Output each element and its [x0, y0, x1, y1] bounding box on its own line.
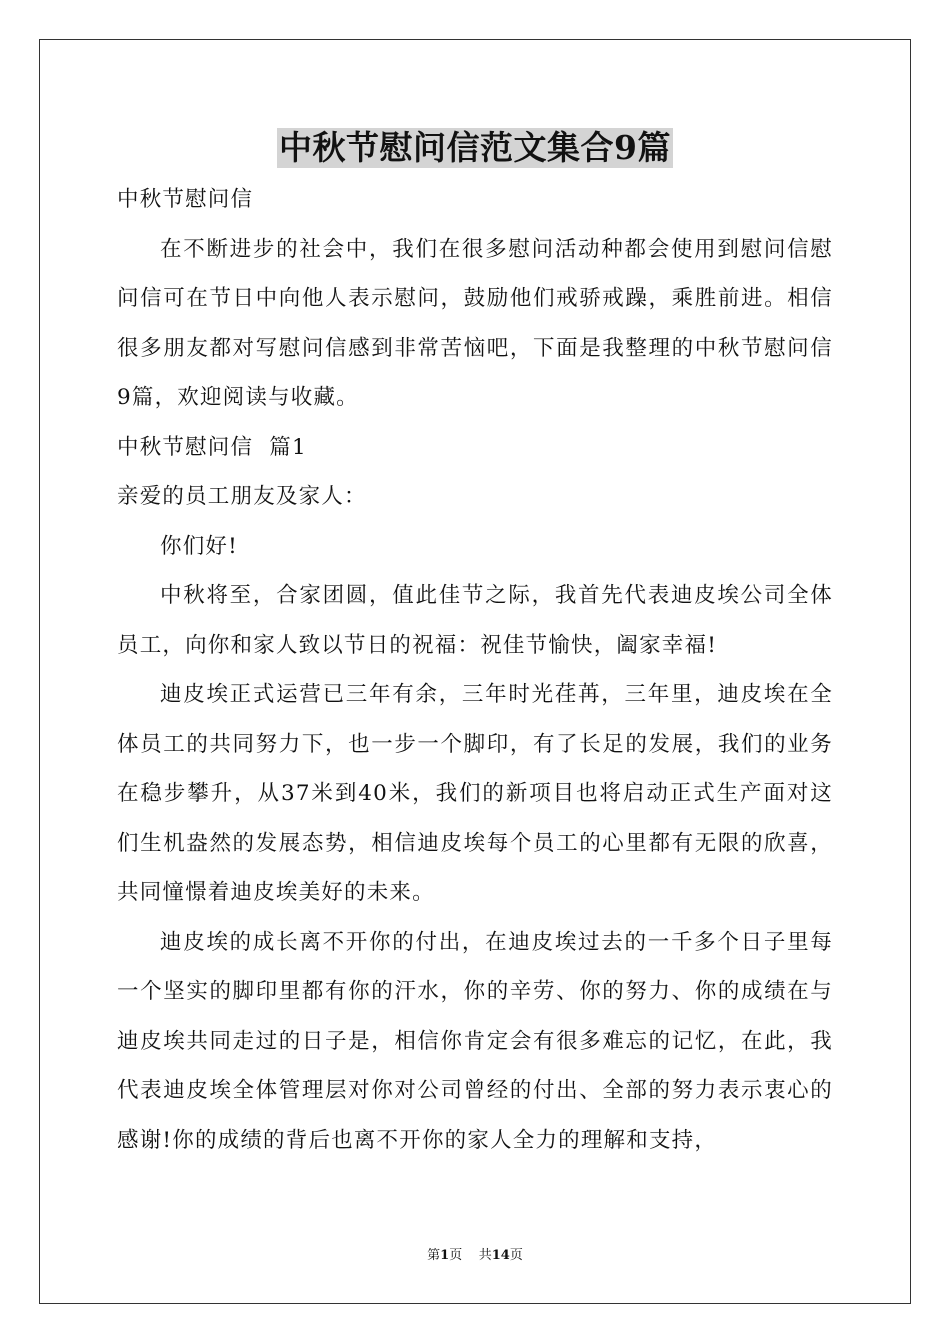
document-body [117, 175, 833, 1165]
section-heading: 中秋节慰问信 篇1 [117, 434, 307, 460]
document-title: 中秋节慰问信范文集合9篇 [279, 128, 671, 167]
paragraph: 中秋将至，合家团圆，值此佳节之际，我首先代表迪皮埃公司全体员工，向你和家人致以节日的祝福：祝佳节愉快，阖家幸福! [117, 583, 833, 658]
greeting: 你们好! [160, 533, 238, 559]
page-current: 1 [440, 1248, 450, 1263]
paragraph: 中秋节慰问信 [117, 187, 254, 212]
paragraph: 迪皮埃正式运营已三年有余，三年时光荏苒，三年里，迪皮埃在全体员工的共同努力下，也一步一个脚印，有了长足的发展，我们的业务在稳步攀升，从37米到40米，我们的新项目也将启动正式生产面对这们生机盎然的发展态势，相信迪皮埃每个员工的心里都有无限的欣喜，共同憧憬着迪皮埃美好的未来。 [117, 682, 833, 905]
title-container [0, 128, 950, 168]
page-footer [0, 1248, 950, 1264]
page-suffix: 页 [449, 1248, 463, 1263]
salutation: 亲爱的员工朋友及家人： [117, 484, 367, 509]
page-total: 14 [491, 1248, 510, 1263]
paragraph: 迪皮埃的成长离不开你的付出，在迪皮埃过去的一千多个日子里每一个坚实的脚印里都有你的汗水，你的辛劳、你的努力、你的成绩在与迪皮埃共同走过的日子是，相信你肯定会有很多难忘的记忆，在此，我代表迪皮埃全体管理层对你对公司曾经的付出、全部的努力表示衷心的感谢!你的成绩的背后也离不开你的家人全力的理解和支持， [117, 929, 833, 1153]
paragraph: 在不断进步的社会中，我们在很多慰问活动种都会使用到慰问信慰问信可在节日中向他人表示慰问，鼓励他们戒骄戒躁，乘胜前进。相信很多朋友都对写慰问信感到非常苦恼吧，下面是我整理的中秋节慰问信9篇，欢迎阅读与收藏。 [117, 236, 833, 410]
page-prefix: 第 [427, 1248, 441, 1263]
total-suffix: 页 [509, 1248, 523, 1263]
total-prefix: 共 [478, 1248, 492, 1263]
